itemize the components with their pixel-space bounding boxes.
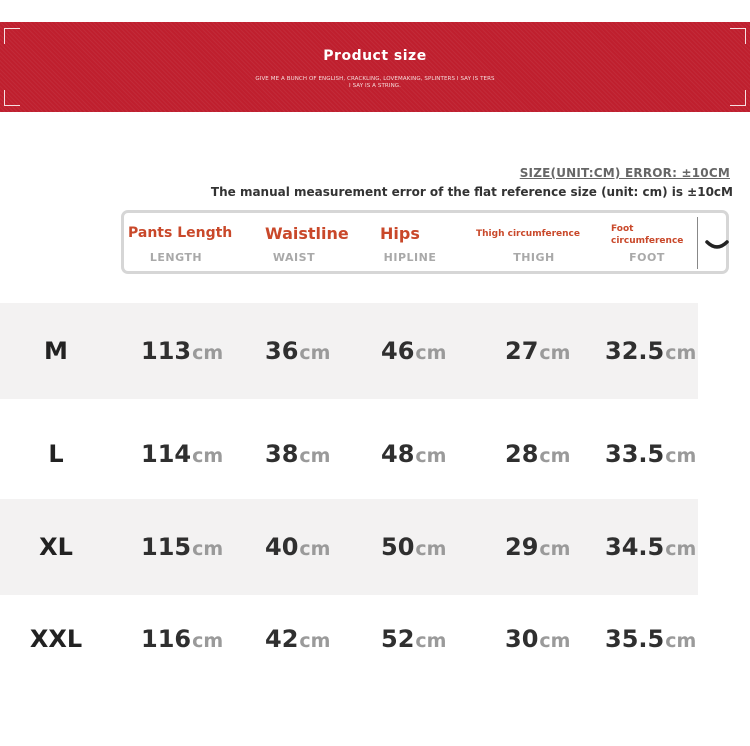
header-foot bbox=[602, 213, 692, 271]
size-unit-note: SIZE(UNIT:CM) ERROR: ±10CM bbox=[519, 166, 730, 180]
thigh-value: 27 bbox=[505, 337, 539, 365]
unit-label: cm bbox=[192, 630, 224, 652]
table-row bbox=[0, 303, 750, 399]
length-value: 113 bbox=[141, 337, 192, 365]
size-label: L bbox=[48, 440, 64, 468]
unit-label: cm bbox=[192, 342, 224, 364]
unit-label: cm bbox=[665, 445, 697, 467]
header-sub: THIGH bbox=[513, 251, 555, 264]
thigh-cell bbox=[505, 303, 570, 399]
table-row bbox=[0, 591, 750, 687]
table-row bbox=[0, 406, 750, 502]
unit-label: cm bbox=[539, 538, 571, 560]
thigh-cell bbox=[505, 591, 570, 687]
foot-cell bbox=[605, 406, 696, 502]
unit-label: cm bbox=[415, 342, 447, 364]
banner-title: Product size bbox=[323, 48, 427, 64]
header-divider bbox=[697, 217, 698, 269]
unit-label: cm bbox=[192, 538, 224, 560]
thigh-cell bbox=[505, 406, 570, 502]
hips-cell bbox=[381, 499, 446, 595]
hips-cell bbox=[381, 303, 446, 399]
waist-cell bbox=[265, 591, 330, 687]
header-waist bbox=[240, 213, 348, 271]
waist-value: 36 bbox=[265, 337, 299, 365]
length-cell bbox=[141, 499, 223, 595]
unit-label: cm bbox=[192, 445, 224, 467]
hips-cell bbox=[381, 591, 446, 687]
column-header-box bbox=[121, 210, 729, 274]
chevron-down-icon bbox=[704, 237, 730, 255]
table-row bbox=[0, 499, 750, 595]
thigh-value: 28 bbox=[505, 440, 539, 468]
waist-cell bbox=[265, 303, 330, 399]
waist-value: 40 bbox=[265, 533, 299, 561]
length-cell bbox=[141, 303, 223, 399]
header-length bbox=[124, 213, 233, 271]
unit-label: cm bbox=[539, 342, 571, 364]
waist-value: 42 bbox=[265, 625, 299, 653]
unit-label: cm bbox=[665, 342, 697, 364]
header-sub: LENGTH bbox=[149, 251, 203, 264]
unit-label: cm bbox=[665, 538, 697, 560]
hips-value: 50 bbox=[381, 533, 415, 561]
size-label: XL bbox=[39, 533, 73, 561]
length-value: 116 bbox=[141, 625, 192, 653]
unit-label: cm bbox=[299, 538, 331, 560]
corner-bracket bbox=[4, 90, 20, 106]
unit-label: cm bbox=[539, 630, 571, 652]
header-label: Pants Length bbox=[128, 225, 233, 241]
header-label-line: Foot bbox=[611, 224, 634, 234]
unit-label: cm bbox=[665, 630, 697, 652]
header-sub: FOOT bbox=[629, 251, 665, 264]
waist-cell bbox=[265, 499, 330, 595]
header-label-line: circumference bbox=[611, 236, 684, 246]
foot-cell bbox=[605, 303, 696, 399]
title-banner bbox=[0, 22, 750, 112]
header-label: Waistline bbox=[265, 224, 349, 243]
length-value: 115 bbox=[141, 533, 192, 561]
unit-label: cm bbox=[299, 445, 331, 467]
size-label: M bbox=[44, 337, 68, 365]
unit-label: cm bbox=[299, 630, 331, 652]
size-label: XXL bbox=[29, 625, 83, 653]
hips-value: 46 bbox=[381, 337, 415, 365]
length-cell bbox=[141, 591, 223, 687]
header-label: Thigh circumference bbox=[476, 229, 581, 239]
thigh-cell bbox=[505, 499, 570, 595]
banner-subtitle: GIVE ME A BUNCH OF ENGLISH, CRACKLING, LOVEMAKING, SPLINTERS I SAY IS TERS I SAY IS A STRING. bbox=[255, 76, 495, 89]
unit-label: cm bbox=[539, 445, 571, 467]
waist-cell bbox=[265, 406, 330, 502]
unit-label: cm bbox=[299, 342, 331, 364]
hips-value: 52 bbox=[381, 625, 415, 653]
waist-value: 38 bbox=[265, 440, 299, 468]
foot-cell bbox=[605, 499, 696, 595]
header-sub: HIPLINE bbox=[383, 251, 437, 264]
header-hips bbox=[364, 213, 456, 271]
thigh-value: 29 bbox=[505, 533, 539, 561]
corner-bracket bbox=[4, 28, 20, 44]
unit-label: cm bbox=[415, 445, 447, 467]
foot-value: 34.5 bbox=[605, 533, 665, 561]
foot-value: 35.5 bbox=[605, 625, 665, 653]
foot-value: 33.5 bbox=[605, 440, 665, 468]
foot-value: 32.5 bbox=[605, 337, 665, 365]
header-label: Hips bbox=[380, 224, 420, 243]
length-value: 114 bbox=[141, 440, 192, 468]
corner-bracket bbox=[730, 28, 746, 44]
unit-label: cm bbox=[415, 630, 447, 652]
corner-bracket bbox=[730, 90, 746, 106]
hips-cell bbox=[381, 406, 446, 502]
header-sub: WAIST bbox=[272, 251, 316, 264]
foot-cell bbox=[605, 591, 696, 687]
measurement-error-note: The manual measurement error of the flat reference size (unit: cm) is ±10cM bbox=[210, 185, 733, 199]
header-label bbox=[611, 223, 701, 247]
unit-label: cm bbox=[415, 538, 447, 560]
header-thigh bbox=[474, 213, 594, 271]
length-cell bbox=[141, 406, 223, 502]
hips-value: 48 bbox=[381, 440, 415, 468]
thigh-value: 30 bbox=[505, 625, 539, 653]
